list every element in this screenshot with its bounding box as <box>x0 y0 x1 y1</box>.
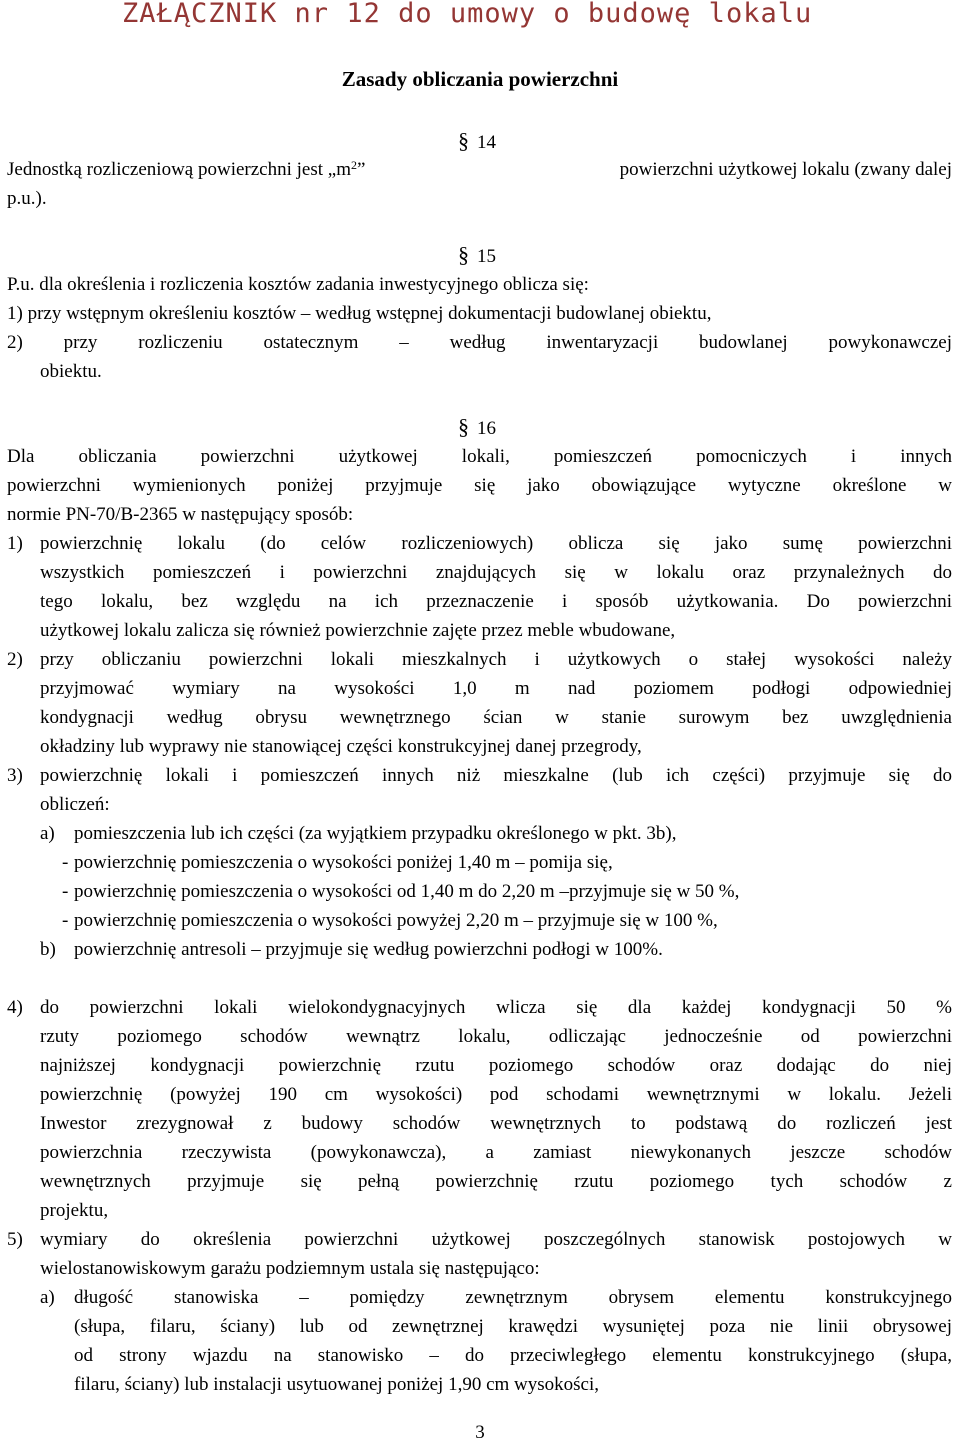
item-5-line-1: wymiary do określenia powierzchni użytkowej poszczególnych stanowisk postojowych w <box>40 1229 952 1250</box>
item-3b-text: powierzchnię antresoli – przyjmuje się według powierzchni podłogi w 100%. <box>74 939 663 960</box>
section-15-line-4: obiektu. <box>40 361 102 382</box>
item-4-line-5: Inwestor zrezygnował z budowy schodów wewnętrznych to podstawą do rozliczeń jest <box>40 1113 952 1134</box>
section-16-intro-3: normie PN-70/B-2365 w następujący sposób: <box>7 504 354 525</box>
item-4-line-6: powierzchnia rzeczywista (powykonawcza), a zamiast niewykonanych jeszcze schodów <box>40 1142 952 1163</box>
page-number: 3 <box>475 1422 485 1443</box>
item-5-line-2: wielostanowiskowym garażu podziemnym ustala się następująco: <box>40 1258 540 1279</box>
item-4-line-8: projektu, <box>40 1200 109 1221</box>
item-3a-label: a) <box>40 823 55 844</box>
item-1-label: 1) <box>7 533 23 554</box>
item-3a-text: pomieszczenia lub ich części (za wyjątkiem przypadku określonego w pkt. 3b), <box>74 823 677 844</box>
item-2-line-3: kondygnacji według obrysu wewnętrznego ścian w stanie surowym bez uwzględnienia <box>40 707 952 728</box>
item-1-line-2: wszystkich pomieszczeń i powierzchni znajdujących się w lokalu oraz przynależnych do <box>40 562 952 583</box>
section-16-heading: § 16 <box>458 414 496 439</box>
item-3-dash-3: - <box>62 910 69 931</box>
item-3-line-2: obliczeń: <box>40 794 110 815</box>
section-14-line-1: Jednostką rozliczeniową powierzchni jest $„m^2$” powierzchni użytkowej lokalu (zwany dalej <box>7 158 952 180</box>
item-3-line-1: powierzchnię lokali i pomieszczeń innych niż mieszkalne (lub ich części) przyjmuje się do <box>40 765 952 786</box>
section-16-intro-1: Dla obliczania powierzchni użytkowej lokali, pomieszczeń pomocniczych i innych <box>7 446 952 467</box>
section-15-line-3: 2) przy rozliczeniu ostatecznym – według inwentaryzacji budowlanej powykonawczej <box>7 332 952 353</box>
item-5a-label: a) <box>40 1287 55 1308</box>
item-4-line-2: rzuty poziomego schodów wewnątrz lokalu, odliczając jednocześnie od powierzchni <box>40 1026 952 1047</box>
item-3b-label: b) <box>40 939 56 960</box>
section-14-line-2: p.u.). <box>7 188 47 209</box>
section-15-line-1: P.u. dla określenia i rozliczenia kosztów zadania inwestycyjnego oblicza się: <box>7 274 589 295</box>
item-4-line-1: do powierzchni lokali wielokondygnacyjnych wlicza się dla każdej kondygnacji 50 % <box>40 997 952 1018</box>
item-3-label: 3) <box>7 765 23 786</box>
section-16-intro-2: powierzchni wymienionych poniżej przyjmuje się jako obowiązujące wytyczne określone w <box>7 475 952 496</box>
item-2-line-4: okładziny lub wyprawy nie stanowiącej części konstrukcyjnej danej przegrody, <box>40 736 642 757</box>
item-1-line-3: tego lokalu, bez względu na ich przeznaczenie i sposób użytkowania. Do powierzchni <box>40 591 952 612</box>
item-5a-line-2: (słupa, filaru, ściany) lub od zewnętrznej krawędzi wysuniętej poza nie linii obrysowej <box>74 1316 952 1337</box>
item-2-line-2: przyjmować wymiary na wysokości 1,0 m nad poziomem podłogi odpowiedniej <box>40 678 952 699</box>
document-header: ZAŁĄCZNIK nr 12 do umowy o budowę lokalu <box>122 0 813 29</box>
item-5a-line-4: filaru, ściany) lub instalacji usytuowanej poniżej 1,90 cm wysokości, <box>74 1374 600 1395</box>
page-title: Zasady obliczania powierzchni <box>341 67 619 91</box>
item-4-line-7: wewnętrznych przyjmuje się pełną powierzchnię rzutu poziomego tych schodów z <box>40 1171 952 1192</box>
item-4-line-3: najniższej kondygnacji powierzchnię rzutu poziomego schodów oraz dodając do niej <box>40 1055 952 1076</box>
item-3-dash-2: - <box>62 881 69 902</box>
item-5a-line-1: długość stanowiska – pomiędzy zewnętrznym obrysem elementu konstrukcyjnego <box>74 1287 952 1308</box>
item-1-line-1: powierzchnię lokalu (do celów rozliczeniowych) oblicza się jako sumę powierzchni <box>40 533 952 554</box>
item-5-label: 5) <box>7 1229 23 1250</box>
section-15-line-2: 1) przy wstępnym określeniu kosztów – według wstępnej dokumentacji budowlanej obiektu, <box>7 303 712 324</box>
section-15-heading: § 15 <box>458 242 496 267</box>
item-4-line-4: powierzchnię (powyżej 190 cm wysokości) pod schodami wewnętrznymi w lokalu. Jeżeli <box>40 1084 952 1105</box>
item-3-dash-3-text: powierzchnię pomieszczenia o wysokości powyżej 2,20 m – przyjmuje się w 100 %, <box>74 910 718 931</box>
item-4-label: 4) <box>7 997 23 1018</box>
item-3-dash-1: - <box>62 852 69 873</box>
item-2-label: 2) <box>7 649 23 670</box>
item-5a-line-3: od strony wjazdu na stanowisko – do przeciwległego elementu konstrukcyjnego (słupa, <box>74 1345 952 1366</box>
item-1-line-4: użytkowej lokalu zalicza się również powierzchnie zajęte przez meble wbudowane, <box>40 620 676 641</box>
item-3-dash-2-text: powierzchnię pomieszczenia o wysokości od 1,40 m do 2,20 m –przyjmuje się w 50 %, <box>74 881 740 902</box>
section-14-heading: § 14 <box>458 128 496 153</box>
item-3-dash-1-text: powierzchnię pomieszczenia o wysokości poniżej 1,40 m – pomija się, <box>74 852 613 873</box>
item-2-line-1: przy obliczaniu powierzchni lokali mieszkalnych i użytkowych o stałej wysokości należy <box>40 649 952 670</box>
